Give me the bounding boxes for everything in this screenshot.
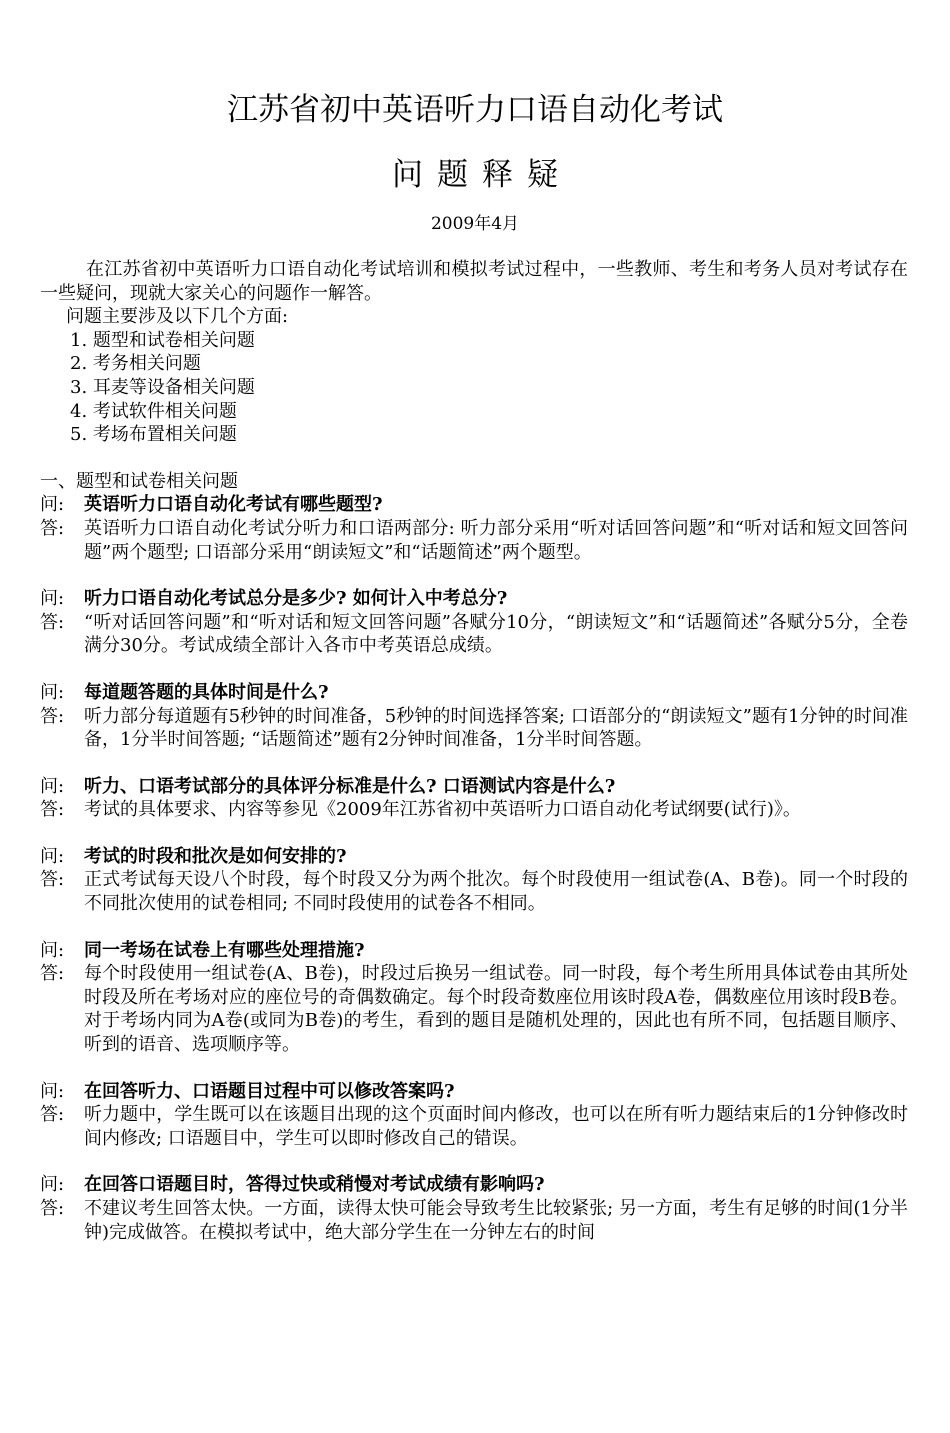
answer-text: 不建议考生回答太快。一方面，读得太快可能会导致考生比较紧张; 另一方面，考生有足够的时间(1分半钟)完成做答。在模拟考试中，绝大部分学生在一分钟左右的时间 [84,1198,908,1243]
answer-line [40,1197,908,1244]
question-label: 问: [40,775,65,797]
question-label: 问: [40,1080,65,1102]
question-line [40,845,908,869]
answer-label: 答: [40,799,65,821]
answer-text: 每个时段使用一组试卷(A、B卷)，时段过后换另一组试卷。同一时段，每个考生所用具体试卷由其所处时段及所在考场对应的座位号的奇偶数确定。每个时段奇数座位用该时段A卷，偶数座位用该时段B卷。对于考场内同为A卷(或同为B卷)的考生，看到的题目是随机处理的，因此也有所不同，包括题目顺序、听到的语音、选项顺序等。 [84,963,908,1056]
aspect-item: 3. 耳麦等设备相关问题 [70,376,255,398]
qa-item [40,587,908,658]
aspect-item: 4. 考试软件相关问题 [70,400,237,422]
qa-item [40,939,908,1057]
question-line [40,493,908,517]
answer-text: “听对话回答问题”和“听对话和短文回答问题”各赋分10分，“朗读短文”和“话题简述”各赋分5分，全卷满分30分。考试成绩全部计入各市中考英语总成绩。 [84,611,908,657]
question-line [40,939,908,963]
answer-label: 答: [40,869,65,891]
answer-label: 答: [40,611,65,633]
qa-list [40,493,908,1244]
aspects-lead: 问题主要涉及以下几个方面: [66,306,289,328]
document-title: 江苏省初中英语听力口语自动化考试 [227,92,723,128]
question-text: 考试的时段和批次是如何安排的? [84,845,347,867]
answer-label: 答: [40,1104,65,1126]
question-text: 英语听力口语自动化考试有哪些题型? [84,494,383,516]
answer-text: 英语听力口语自动化考试分听力和口语两部分: 听力部分采用“听对话回答问题”和“听对话和短文回答问题”两个题型; 口语部分采用“朗读短文”和“话题简述”两个题型。 [84,517,908,563]
document-date: 2009年4月 [430,214,520,234]
document-body [40,258,908,1267]
answer-line [40,868,908,915]
question-line [40,587,908,611]
question-label: 问: [40,494,65,516]
question-text: 每道题答题的具体时间是什么? [84,681,329,703]
aspects-list [40,329,908,447]
answer-line [40,705,908,752]
answer-line [40,1103,908,1150]
aspect-item: 2. 考务相关问题 [70,353,201,375]
qa-item [40,775,908,822]
answer-label: 答: [40,705,65,727]
answer-line [40,962,908,1056]
answer-line [40,611,908,658]
answer-text: 正式考试每天设八个时段，每个时段又分为两个批次。每个时段使用一组试卷(A、B卷)。同一个时段的不同批次使用的试卷相同; 不同时段使用的试卷各不相同。 [84,869,908,915]
answer-label: 答: [40,517,65,539]
question-label: 问: [40,1174,65,1196]
question-line [40,1080,908,1104]
question-text: 在回答听力、口语题目过程中可以修改答案吗? [84,1080,455,1102]
qa-item [40,1173,908,1244]
qa-item [40,493,908,564]
question-text: 同一考场在试卷上有哪些处理措施? [84,939,365,961]
document-subtitle: 问题释疑 [392,157,572,193]
question-line [40,775,908,799]
question-line [40,681,908,705]
answer-text: 听力部分每道题有5秒钟的时间准备，5秒钟的时间选择答案; 口语部分的“朗读短文”题有1分钟的时间准备，1分半时间答题; “话题简述”题有2分钟时间准备，1分半时间答题。 [84,705,908,751]
question-text: 听力、口语考试部分的具体评分标准是什么? 口语测试内容是什么? [84,775,616,797]
question-text: 听力口语自动化考试总分是多少? 如何计入中考总分? [84,588,508,610]
question-label: 问: [40,939,65,961]
question-text: 在回答口语题目时，答得过快或稍慢对考试成绩有影响吗? [84,1174,545,1196]
qa-item [40,1080,908,1151]
question-label: 问: [40,845,65,867]
question-line [40,1173,908,1197]
question-label: 问: [40,681,65,703]
aspect-item: 1. 题型和试卷相关问题 [70,329,255,351]
answer-label: 答: [40,1198,65,1219]
answer-text: 考试的具体要求、内容等参见《2009年江苏省初中英语听力口语自动化考试纲要(试行)》。 [84,799,801,821]
qa-item [40,845,908,916]
qa-item [40,681,908,752]
intro-paragraph: 在江苏省初中英语听力口语自动化考试培训和模拟考试过程中，一些教师、考生和考务人员对考试存在一些疑问，现就大家关心的问题作一解答。 [40,259,908,304]
aspect-item: 5. 考场布置相关问题 [70,424,237,446]
question-label: 问: [40,588,65,610]
answer-line [40,798,908,822]
answer-text: 听力题中，学生既可以在该题目出现的这个页面时间内修改，也可以在所有听力题结束后的1分钟修改时间内修改; 口语题目中，学生可以即时修改自己的错误。 [84,1104,908,1149]
answer-line [40,517,908,564]
section-heading: 一、题型和试卷相关问题 [40,470,238,492]
answer-label: 答: [40,963,65,985]
